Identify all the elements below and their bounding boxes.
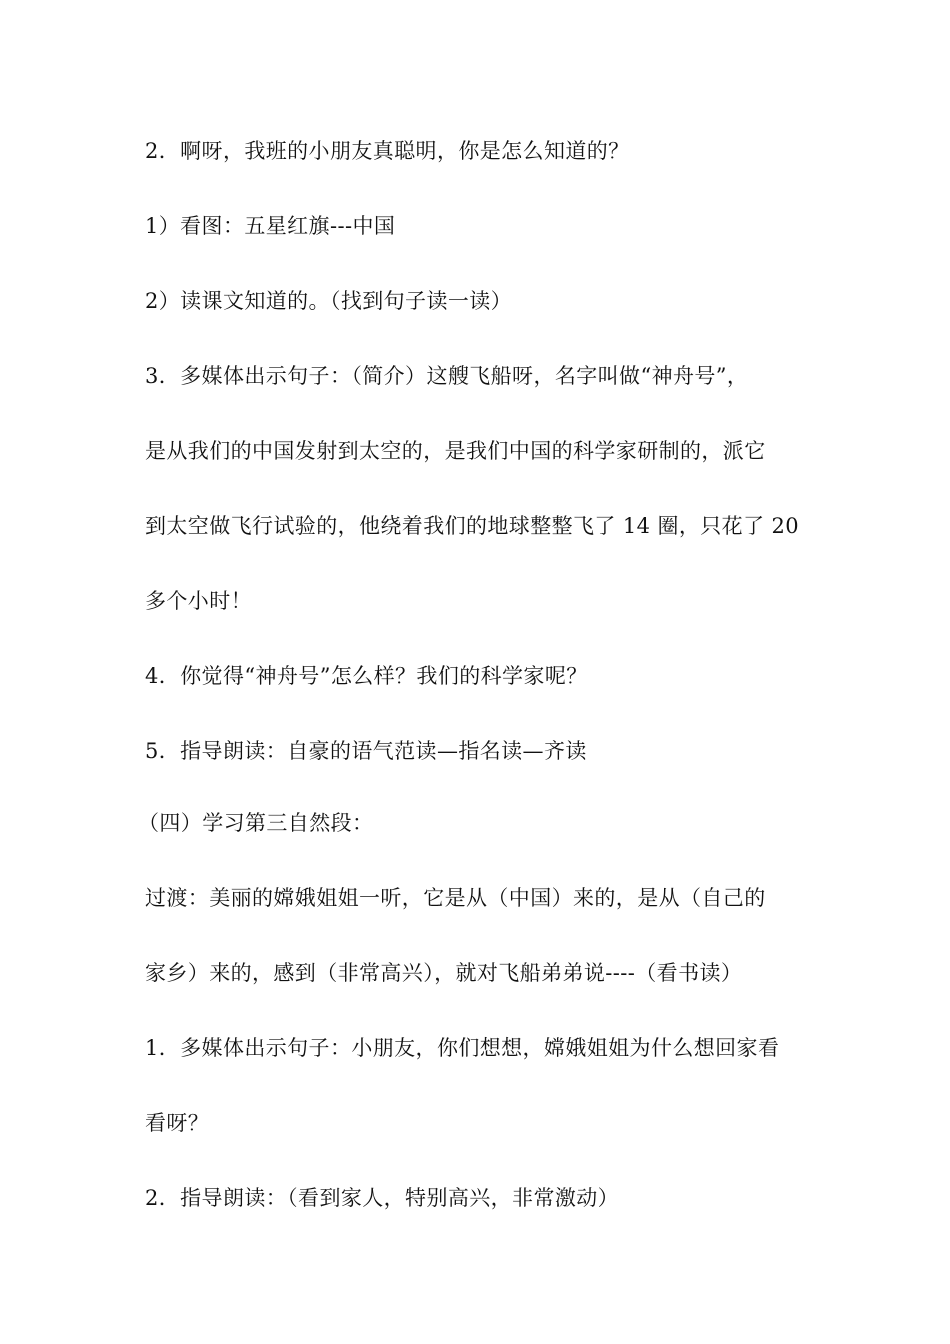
text-line-5: 是从我们的中国发射到太空的，是我们中国的科学家研制的，派它 (145, 439, 766, 463)
text-line-4: 3．多媒体出示句子：（简介）这艘飞船呀，名字叫做“神舟号”， (145, 364, 749, 388)
text-line-11: 过渡：美丽的嫦娥姐姐一听，它是从（中国）来的，是从（自己的 (145, 886, 766, 910)
text-line-12: 家乡）来的，感到（非常高兴），就对飞船弟弟说----（看书读） (145, 961, 743, 985)
text-line-15: 2．指导朗读：（看到家人，特别高兴，非常激动） (145, 1186, 620, 1210)
text-line-8: 4．你觉得“神舟号”怎么样？我们的科学家呢？ (145, 664, 588, 688)
text-line-14: 看呀？ (145, 1111, 210, 1135)
text-line-2: 1）看图：五星红旗---中国 (145, 214, 396, 238)
section-heading: （四）学习第三自然段： (138, 811, 374, 835)
text-line-6: 到太空做飞行试验的，他绕着我们的地球整整飞了 14 圈，只花了 20 (145, 514, 800, 538)
text-line-3: 2）读课文知道的。（找到句子读一读） (145, 289, 513, 313)
text-line-13: 1．多媒体出示句子：小朋友，你们想想，嫦娥姐姐为什么想回家看 (145, 1036, 780, 1060)
text-line-1: 2．啊呀，我班的小朋友真聪明，你是怎么知道的？ (145, 139, 630, 163)
text-line-9: 5．指导朗读：自豪的语气范读—指名读—齐读 (145, 739, 587, 763)
text-line-7: 多个小时！ (145, 589, 252, 613)
